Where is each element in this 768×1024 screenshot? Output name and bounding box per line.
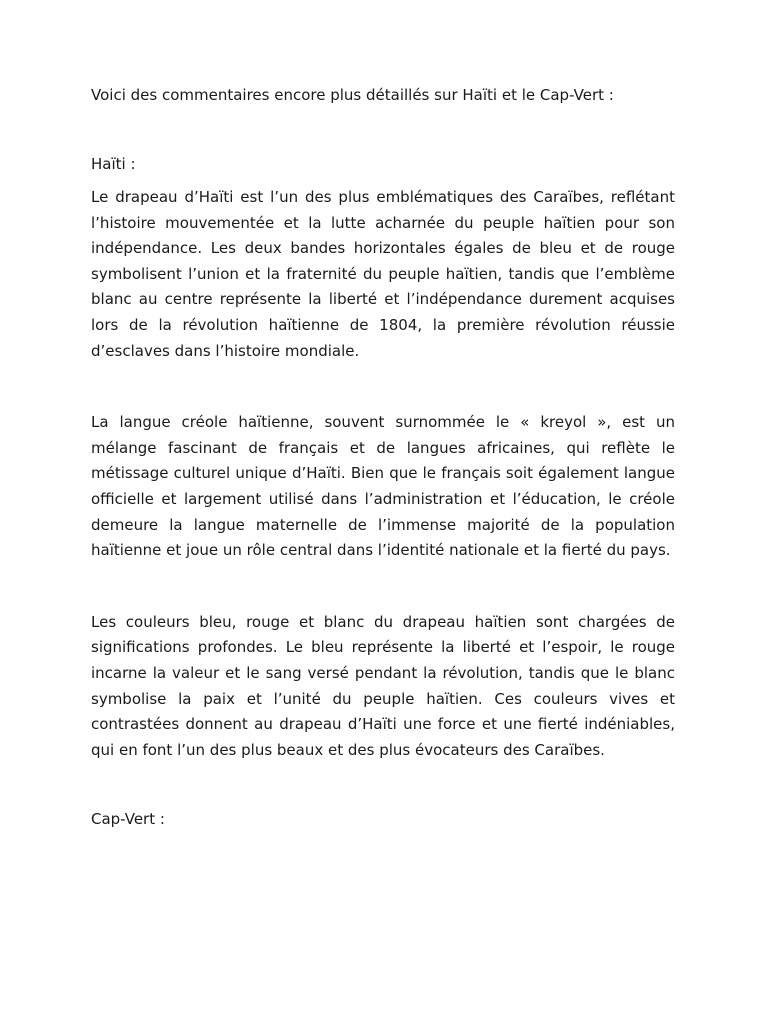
document-page bbox=[91, 84, 675, 830]
section-heading-haiti: Haïti : bbox=[91, 155, 136, 173]
section-heading-cap-vert: Cap-Vert : bbox=[91, 810, 165, 829]
paragraph-creole: La langue créole haïtienne, souvent surnommée le « kreyol », est un mélange fascinant de français et de langues africaines, qui reflète le métissage culturel unique d’Haïti. Bien que le français soit également langue officielle et largement utilisé dans l’administration et l’éducation, le créole demeure la langue maternelle de l’immense majorité de la population haïtienne et joue un rôle central dans l’identité nationale et la fierté du pays. bbox=[91, 413, 675, 560]
paragraph-flag: Le drapeau d’Haïti est l’un des plus emblématiques des Caraïbes, reflétant l’histoire mouvementée et la lutte acharnée du peuple haïtien pour son indépendance. Les deux bandes horizontales égales de bleu et de rouge symbolisent l’union et la fraternité du peuple haïtien, tandis que l’emblème blanc au centre représente la liberté et l’indépendance durement acquises lors de la révolution haïtienne de 1804, la première révolution réussie d’esclaves dans l’histoire mondiale. bbox=[91, 188, 675, 360]
intro-text: Voici des commentaires encore plus détaillés sur Haïti et le Cap-Vert : bbox=[91, 86, 614, 104]
paragraph-colors: Les couleurs bleu, rouge et blanc du drapeau haïtien sont chargées de significations profondes. Le bleu représente la liberté et l’espoir, le rouge incarne la valeur et le sang versé pendant la révolution, tandis que le blanc symbolise la paix et l’unité du peuple haïtien. Ces couleurs vives et contrastées donnent au drapeau d’Haïti une force et une fierté indéniables, qui en font l’un des plus beaux et des plus évocateurs des Caraïbes. bbox=[91, 612, 675, 759]
